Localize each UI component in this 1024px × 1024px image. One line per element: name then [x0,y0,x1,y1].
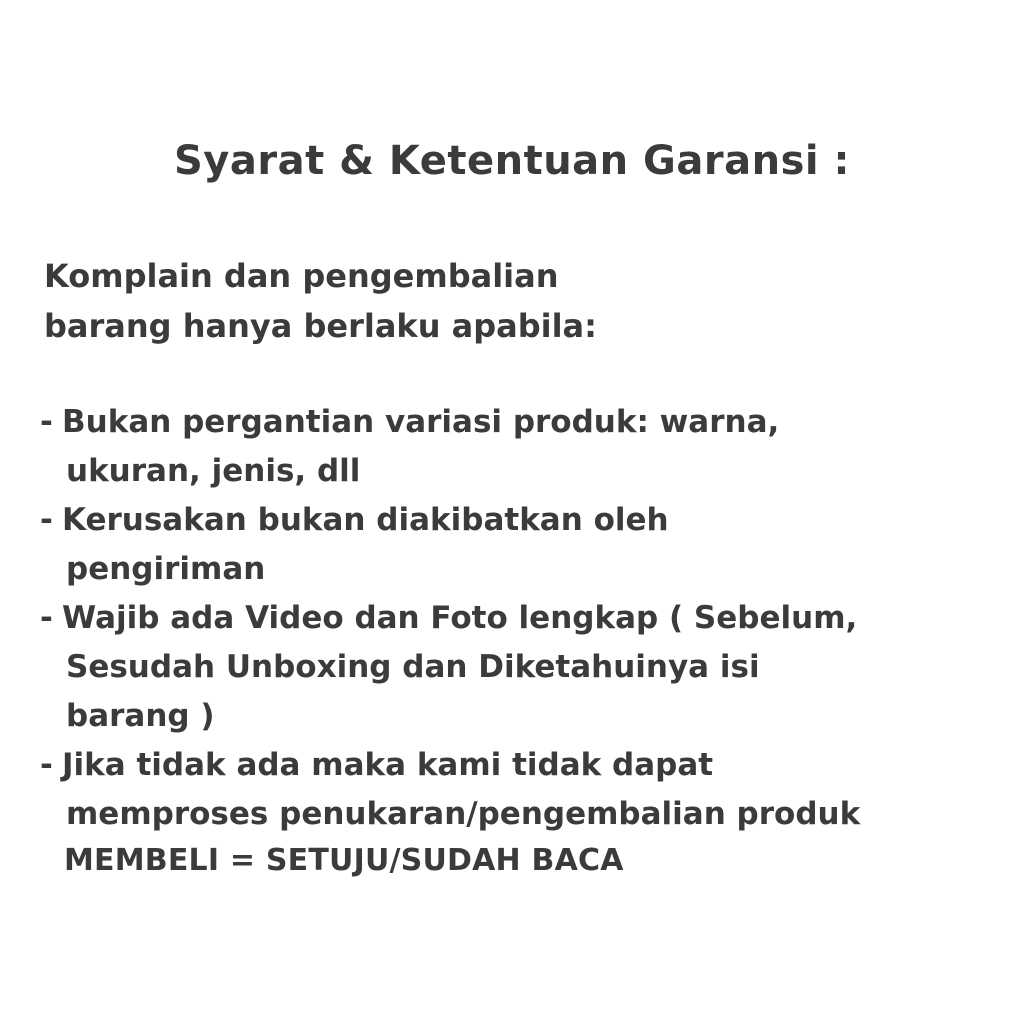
bullet-line: Kerusakan bukan diakibatkan oleh [62,501,669,538]
bullet-line: memproses penukaran/pengembalian produk [66,795,861,832]
intro-paragraph [44,252,984,351]
bullet-marker: - [40,599,53,636]
list-item [40,398,1020,496]
intro-line-1: Komplain dan pengembalian [44,257,559,295]
conditions-list [40,398,1020,839]
intro-line-2: barang hanya berlaku apabila: [44,306,597,345]
bullet-line: pengiriman [66,550,266,587]
list-item [40,496,1020,594]
bullet-line: Sesudah Unboxing dan Diketahuinya isi [66,648,760,685]
bullet-marker: - [40,746,53,783]
bullet-marker: - [40,404,53,440]
bullet-line: ukuran, jenis, dll [66,452,361,489]
bullet-marker: - [40,501,53,538]
bullet-line: barang ) [66,697,215,734]
page-title: Syarat & Ketentuan Garansi : [173,138,851,184]
bullet-line: Wajib ada Video dan Foto lengkap ( Sebelum, [62,599,858,636]
list-item [40,594,1020,741]
list-item [40,741,1020,839]
agreement-statement: MEMBELI = SETUJU/SUDAH BACA [64,843,624,878]
bullet-line: Bukan pergantian variasi produk: warna, [62,404,780,440]
bullet-line: Jika tidak ada maka kami tidak dapat [62,746,714,783]
